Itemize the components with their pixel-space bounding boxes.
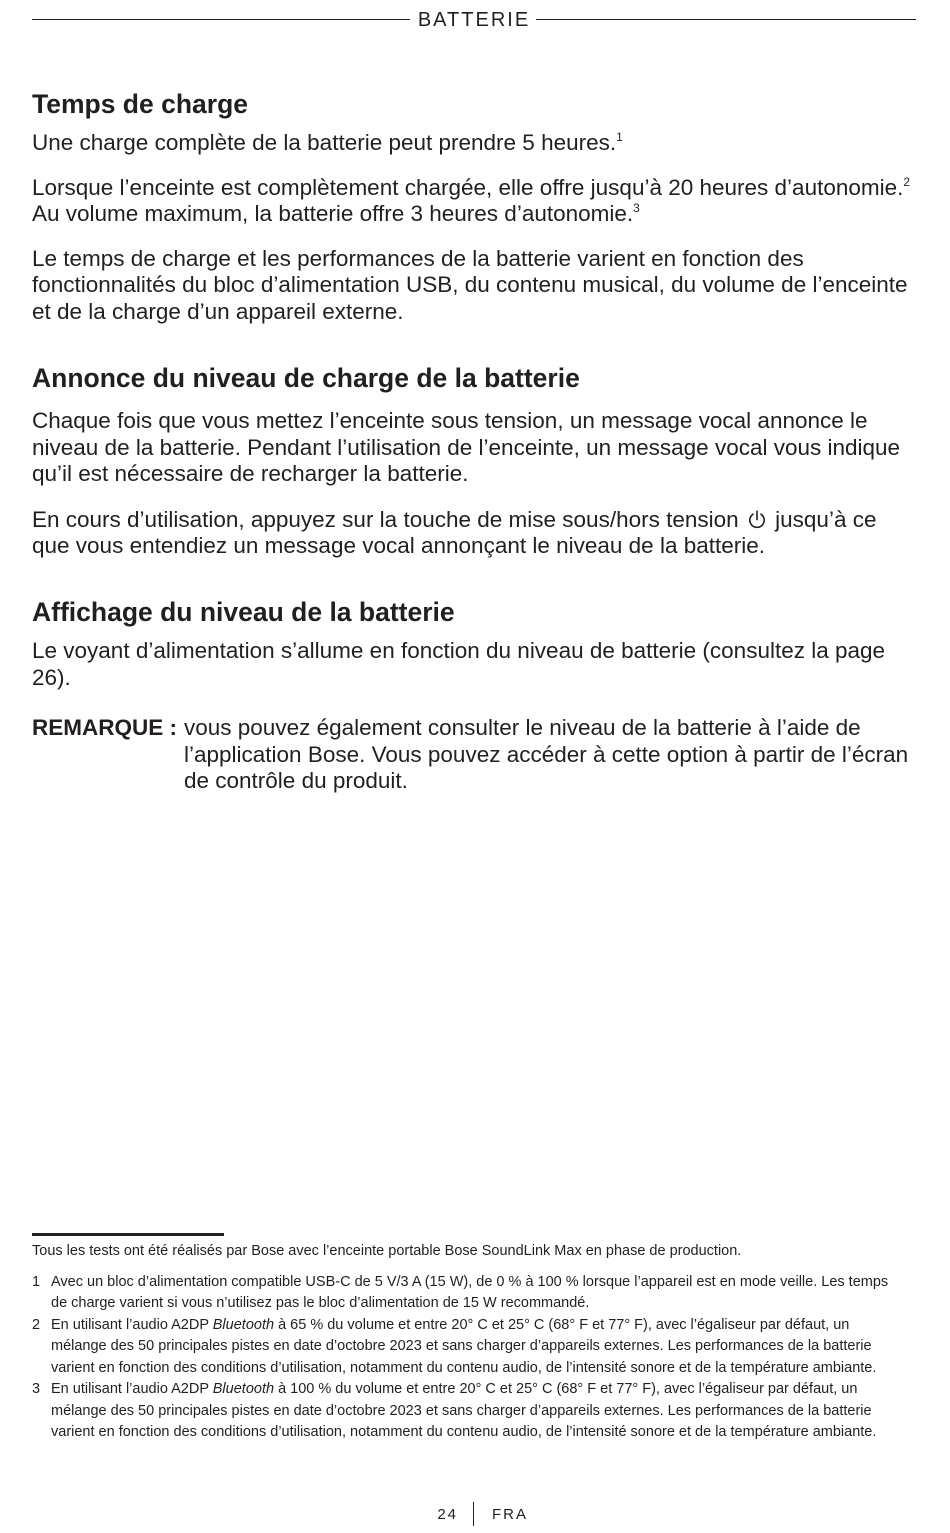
note-text: vous pouvez également consulter le niveau de la batterie à l’aide de l’application Bose. Vous pouvez accéder à cette option à partir de l’écran de contrôle du produit. xyxy=(184,715,909,794)
note-label: REMARQUE : xyxy=(32,715,177,741)
footnote-number: 3 xyxy=(32,1381,41,1397)
footnote-ref[interactable]: 1 xyxy=(616,130,623,144)
section-heading: Annonce du niveau de charge de la batterie xyxy=(32,363,580,393)
footnote-item xyxy=(32,1272,892,1315)
note-block xyxy=(32,715,912,795)
footnote-ref[interactable]: 3 xyxy=(633,201,640,216)
paragraph: Une charge complète de la batterie peut prendre 5 heures.$^1$ xyxy=(32,130,623,155)
paragraph: Le voyant d’alimentation s’allume en fonction du niveau de batterie (consultez la page 26). xyxy=(32,638,886,690)
footnote-text: En utilisant l’audio A2DP Bluetooth à 100 % du volume et entre 20° C et 25° C (68° F et 77° F), avec l’égaliseur par défaut, un mélange des 50 principales pistes en date d’octobre 2023 et sans charger d’appareils externes. Les performances de la batterie varient en fonction des conditions d’utilisation, notamment du contenu audio, de l’intensité sonore et de la température ambiante. xyxy=(51,1381,877,1440)
footer-separator xyxy=(473,1502,474,1526)
section-heading: Temps de charge xyxy=(32,89,248,119)
section-heading: Affichage du niveau de la batterie xyxy=(32,597,455,627)
page-header xyxy=(32,8,916,32)
footnotes xyxy=(32,1241,892,1444)
paragraph: Le temps de charge et les performances de la batterie varient en fonction des fonctionnalités du bloc d’alimentation USB, du contenu musical, du volume de l’enceinte et de la charge d’un appareil externe. xyxy=(32,245,908,324)
footnote-divider xyxy=(32,1233,224,1236)
page-footer xyxy=(0,1502,950,1528)
footnote-text: Avec un bloc d’alimentation compatible USB-C de 5 V/3 A (15 W), de 0 % à 100 % lorsque l’appareil est en mode veille. Les temps de charge varient si vous n’utilisez pas le bloc d’alimentation de 15 W recommandé. xyxy=(51,1273,889,1311)
language-code: FRA xyxy=(492,1506,528,1523)
footnote-intro: Tous les tests ont été réalisés par Bose avec l’enceinte portable Bose SoundLink Max en phase de production. xyxy=(32,1243,742,1259)
page-number: 24 xyxy=(437,1506,458,1523)
paragraph: Lorsque l’enceinte est complètement chargée, elle offre jusqu’à 20 heures d’autonomie.$^2$ Au volume maximum, la batterie offre 3 heures d’autonomie.$^3$ xyxy=(32,174,911,227)
paragraph: En cours d’utilisation, appuyez sur la touche de mise sous/hors tension jusqu’à ce que vous entendiez un message vocal annonçant le niveau de la batterie. xyxy=(32,506,877,559)
footnote-item xyxy=(32,1379,892,1444)
footnote-text: En utilisant l’audio A2DP Bluetooth à 65 % du volume et entre 20° C et 25° C (68° F et 77° F), avec l’égaliseur par défaut, un mélange des 50 principales pistes en date d’octobre 2023 et sans charger d’appareils externes. Les performances de la batterie varient en fonction des conditions d’utilisation, notamment du contenu audio, de l’intensité sonore et de la température ambiante. xyxy=(51,1316,877,1376)
header-rule-right xyxy=(536,19,916,20)
section-temps-de-charge xyxy=(32,88,912,344)
section-affichage-niveau xyxy=(32,596,912,795)
power-icon xyxy=(747,510,767,530)
footnote-number: 2 xyxy=(32,1316,41,1333)
paragraph: Chaque fois que vous mettez l’enceinte sous tension, un message vocal annonce le niveau de la batterie. Pendant l’utilisation de l’enceinte, un message vocal vous indique qu’il est nécessaire de recharger la batterie. xyxy=(32,408,901,487)
header-title: BATTERIE xyxy=(417,9,531,31)
footnote-ref[interactable]: 2 xyxy=(903,174,911,189)
footnote-item xyxy=(32,1315,892,1380)
section-annonce-niveau xyxy=(32,362,912,579)
footnote-number: 1 xyxy=(32,1273,41,1290)
